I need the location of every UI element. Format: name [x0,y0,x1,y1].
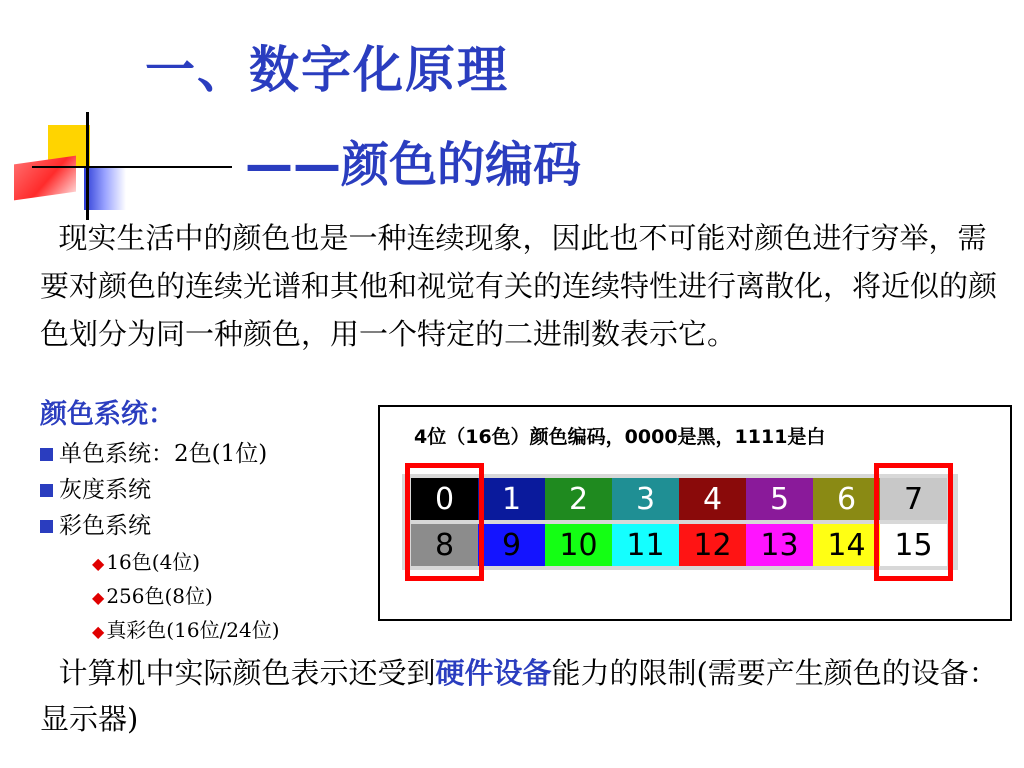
bottom-text-before: 计算机中实际颜色表示还受到 [58,656,436,690]
square-bullet-icon [40,484,53,497]
square-bullet-icon [40,520,53,533]
logo-horizontal-line [32,166,232,168]
color-subsystems-list [92,546,280,648]
color-cell-10: 10 [545,524,612,566]
list-item-label: 256色(8位) [106,584,213,608]
color-cell-8: 8 [411,524,478,566]
color-cell-2: 2 [545,478,612,520]
color-systems-heading: 颜色系统： [40,399,175,430]
color-cell-9: 9 [478,524,545,566]
list-item [92,614,280,648]
square-bullet-icon [40,448,53,461]
color-cell-15: 15 [880,524,947,566]
bottom-paragraph [40,650,1000,742]
color-cell-13: 13 [746,524,813,566]
list-item [40,508,267,544]
color-cell-3: 3 [612,478,679,520]
color-cell-5: 5 [746,478,813,520]
color-cell-14: 14 [813,524,880,566]
color-cell-6: 6 [813,478,880,520]
list-item [92,580,280,614]
color-cell-1: 1 [478,478,545,520]
color-table-grid [402,474,958,570]
intro-paragraph [40,214,1000,358]
list-item-label: 单色系统：2色(1位) [59,441,268,467]
page-title: 一、数字化原理 [145,41,509,99]
list-item-label: 灰度系统 [59,477,151,503]
list-item-label: 16色(4位) [106,550,201,574]
logo-red-square [14,156,76,201]
diamond-bullet-icon: ◆ [92,622,105,641]
bottom-text-after: 能力的限制(需要产生颜色的设备：显示器) [40,656,998,736]
color-cell-0: 0 [411,478,478,520]
bottom-highlight: 硬件设备 [435,656,552,690]
color-cell-12: 12 [679,524,746,566]
intro-text: 现实生活中的颜色也是一种连续现象，因此也不可能对颜色进行穷举，需要对颜色的连续光谱和其他和视觉有关的连续特性进行离散化，将近似的颜色划分为同一种颜色，用一个特定的二进制数表示它。 [40,221,998,351]
diamond-bullet-icon: ◆ [92,588,105,607]
color-cell-7: 7 [880,478,947,520]
logo-blue-square [84,168,126,210]
list-item-label: 彩色系统 [59,513,151,539]
diamond-bullet-icon: ◆ [92,554,105,573]
white-code-highlight [874,463,953,581]
color-cell-11: 11 [612,524,679,566]
list-item [40,472,267,508]
page-subtitle: ——颜色的编码 [245,137,582,193]
list-item [92,546,280,580]
list-item-label: 真彩色(16位/24位) [106,618,280,642]
color-systems-list [40,436,267,544]
list-item [40,436,267,472]
black-code-highlight [405,463,484,581]
color-cell-4: 4 [679,478,746,520]
color-table-title: 4位（16色）颜色编码，0000是黑，1111是白 [414,426,826,448]
